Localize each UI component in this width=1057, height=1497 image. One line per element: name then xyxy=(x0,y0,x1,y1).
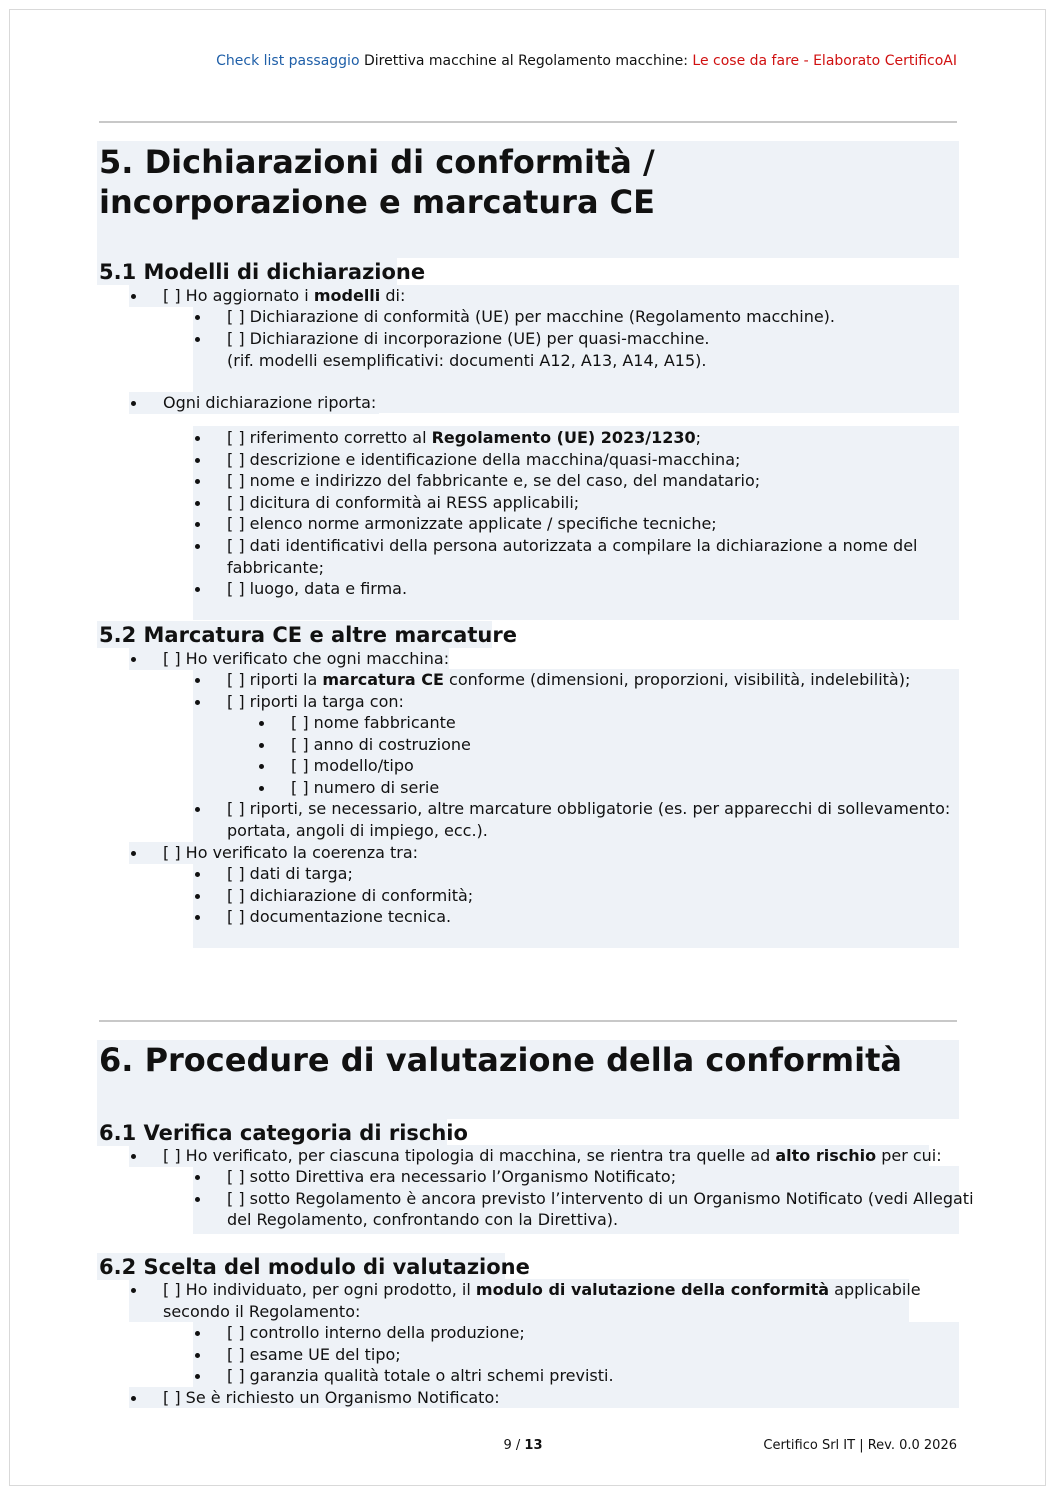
list-item: [ ] sotto Regolamento è ancora previsto l’intervento di un Organismo Notificato (vedi Allegati xyxy=(227,1188,974,1210)
list-item: [ ] riporti, se necessario, altre marcature obbligatorie (es. per apparecchi di sollevamento: xyxy=(227,798,950,820)
list-item-continuation: portata, angoli di impiego, ecc.). xyxy=(227,821,488,840)
list-item: [ ] controllo interno della produzione; xyxy=(227,1322,525,1344)
header-part-3: Le cose da fare - Elaborato CertificoAI xyxy=(692,53,957,69)
running-header xyxy=(99,52,957,70)
list-item: [ ] riporti la targa con: xyxy=(227,691,404,713)
list-item: [ ] documentazione tecnica. xyxy=(227,906,451,928)
list-item-note: (rif. modelli esemplificativi: documenti A12, A13, A14, A15). xyxy=(227,351,707,370)
list-item-continuation: fabbricante; xyxy=(227,558,325,577)
list-item: [ ] nome fabbricante xyxy=(291,712,456,734)
s51-title: 5.1 Modelli di dichiarazione xyxy=(99,260,426,284)
list-item: [ ] numero di serie xyxy=(291,777,439,799)
list-item: [ ] Ho verificato la coerenza tra: xyxy=(163,842,418,864)
list-item: Ogni dichiarazione riporta: xyxy=(163,392,376,414)
page-number: 9 / 13 xyxy=(503,1438,543,1453)
list-item: [ ] Ho individuato, per ogni prodotto, il modulo di valutazione della conformità applicabile xyxy=(163,1279,921,1301)
list-item-continuation: secondo il Regolamento: xyxy=(163,1302,361,1321)
list-item: [ ] garanzia qualità totale o altri schemi previsti. xyxy=(227,1365,614,1387)
list-item: [ ] elenco norme armonizzate applicate / specifiche tecniche; xyxy=(227,513,717,535)
header-part-2: Direttiva macchine al Regolamento macchine: xyxy=(363,53,688,69)
footer-revision: Certifico Srl IT | Rev. 0.0 2026 xyxy=(763,1438,957,1453)
list-item: [ ] esame UE del tipo; xyxy=(227,1344,401,1366)
list-item: [ ] dati di targa; xyxy=(227,863,353,885)
header-part-1: Check list passaggio xyxy=(216,53,360,69)
section-6-title: 6. Procedure di valutazione della conformità xyxy=(99,1041,902,1079)
list-item: [ ] Ho verificato che ogni macchina: xyxy=(163,648,449,670)
list-item: [ ] dicitura di conformità ai RESS applicabili; xyxy=(227,492,579,514)
list-item: [ ] dichiarazione di conformità; xyxy=(227,885,473,907)
list-item: [ ] Ho aggiornato i modelli di: xyxy=(163,285,405,307)
list-item: [ ] Se è richiesto un Organismo Notificato: xyxy=(163,1387,500,1409)
s61-title: 6.1 Verifica categoria di rischio xyxy=(99,1121,468,1145)
section-5-title: 5. Dichiarazioni di conformità / incorporazione e marcatura CE xyxy=(99,143,656,221)
list-item: [ ] sotto Direttiva era necessario l’Organismo Notificato; xyxy=(227,1166,676,1188)
list-item: [ ] riporti la marcatura CE conforme (dimensioni, proporzioni, visibilità, indelebilità); xyxy=(227,669,910,691)
list-item: [ ] luogo, data e firma. xyxy=(227,578,407,600)
list-item: [ ] Dichiarazione di incorporazione (UE) per quasi-macchine. xyxy=(227,328,710,350)
s52-title: 5.2 Marcatura CE e altre marcature xyxy=(99,623,517,647)
section-6-rule xyxy=(99,1020,957,1022)
s62-title: 6.2 Scelta del modulo di valutazione xyxy=(99,1255,530,1279)
list-item: [ ] Dichiarazione di conformità (UE) per macchine (Regolamento macchine). xyxy=(227,306,835,328)
list-item: [ ] nome e indirizzo del fabbricante e, se del caso, del mandatario; xyxy=(227,470,760,492)
list-item: [ ] Ho verificato, per ciascuna tipologia di macchina, se rientra tra quelle ad alto rischio per cui: xyxy=(163,1145,942,1167)
list-item-continuation: del Regolamento, confrontando con la Direttiva). xyxy=(227,1210,619,1229)
list-item: [ ] riferimento corretto al Regolamento (UE) 2023/1230; xyxy=(227,427,701,449)
list-item: [ ] modello/tipo xyxy=(291,755,414,777)
list-item: [ ] descrizione e identificazione della macchina/quasi-macchina; xyxy=(227,449,740,471)
list-item: [ ] dati identificativi della persona autorizzata a compilare la dichiarazione a nome del xyxy=(227,535,918,557)
list-item: [ ] anno di costruzione xyxy=(291,734,471,756)
section-5-rule xyxy=(99,121,957,123)
